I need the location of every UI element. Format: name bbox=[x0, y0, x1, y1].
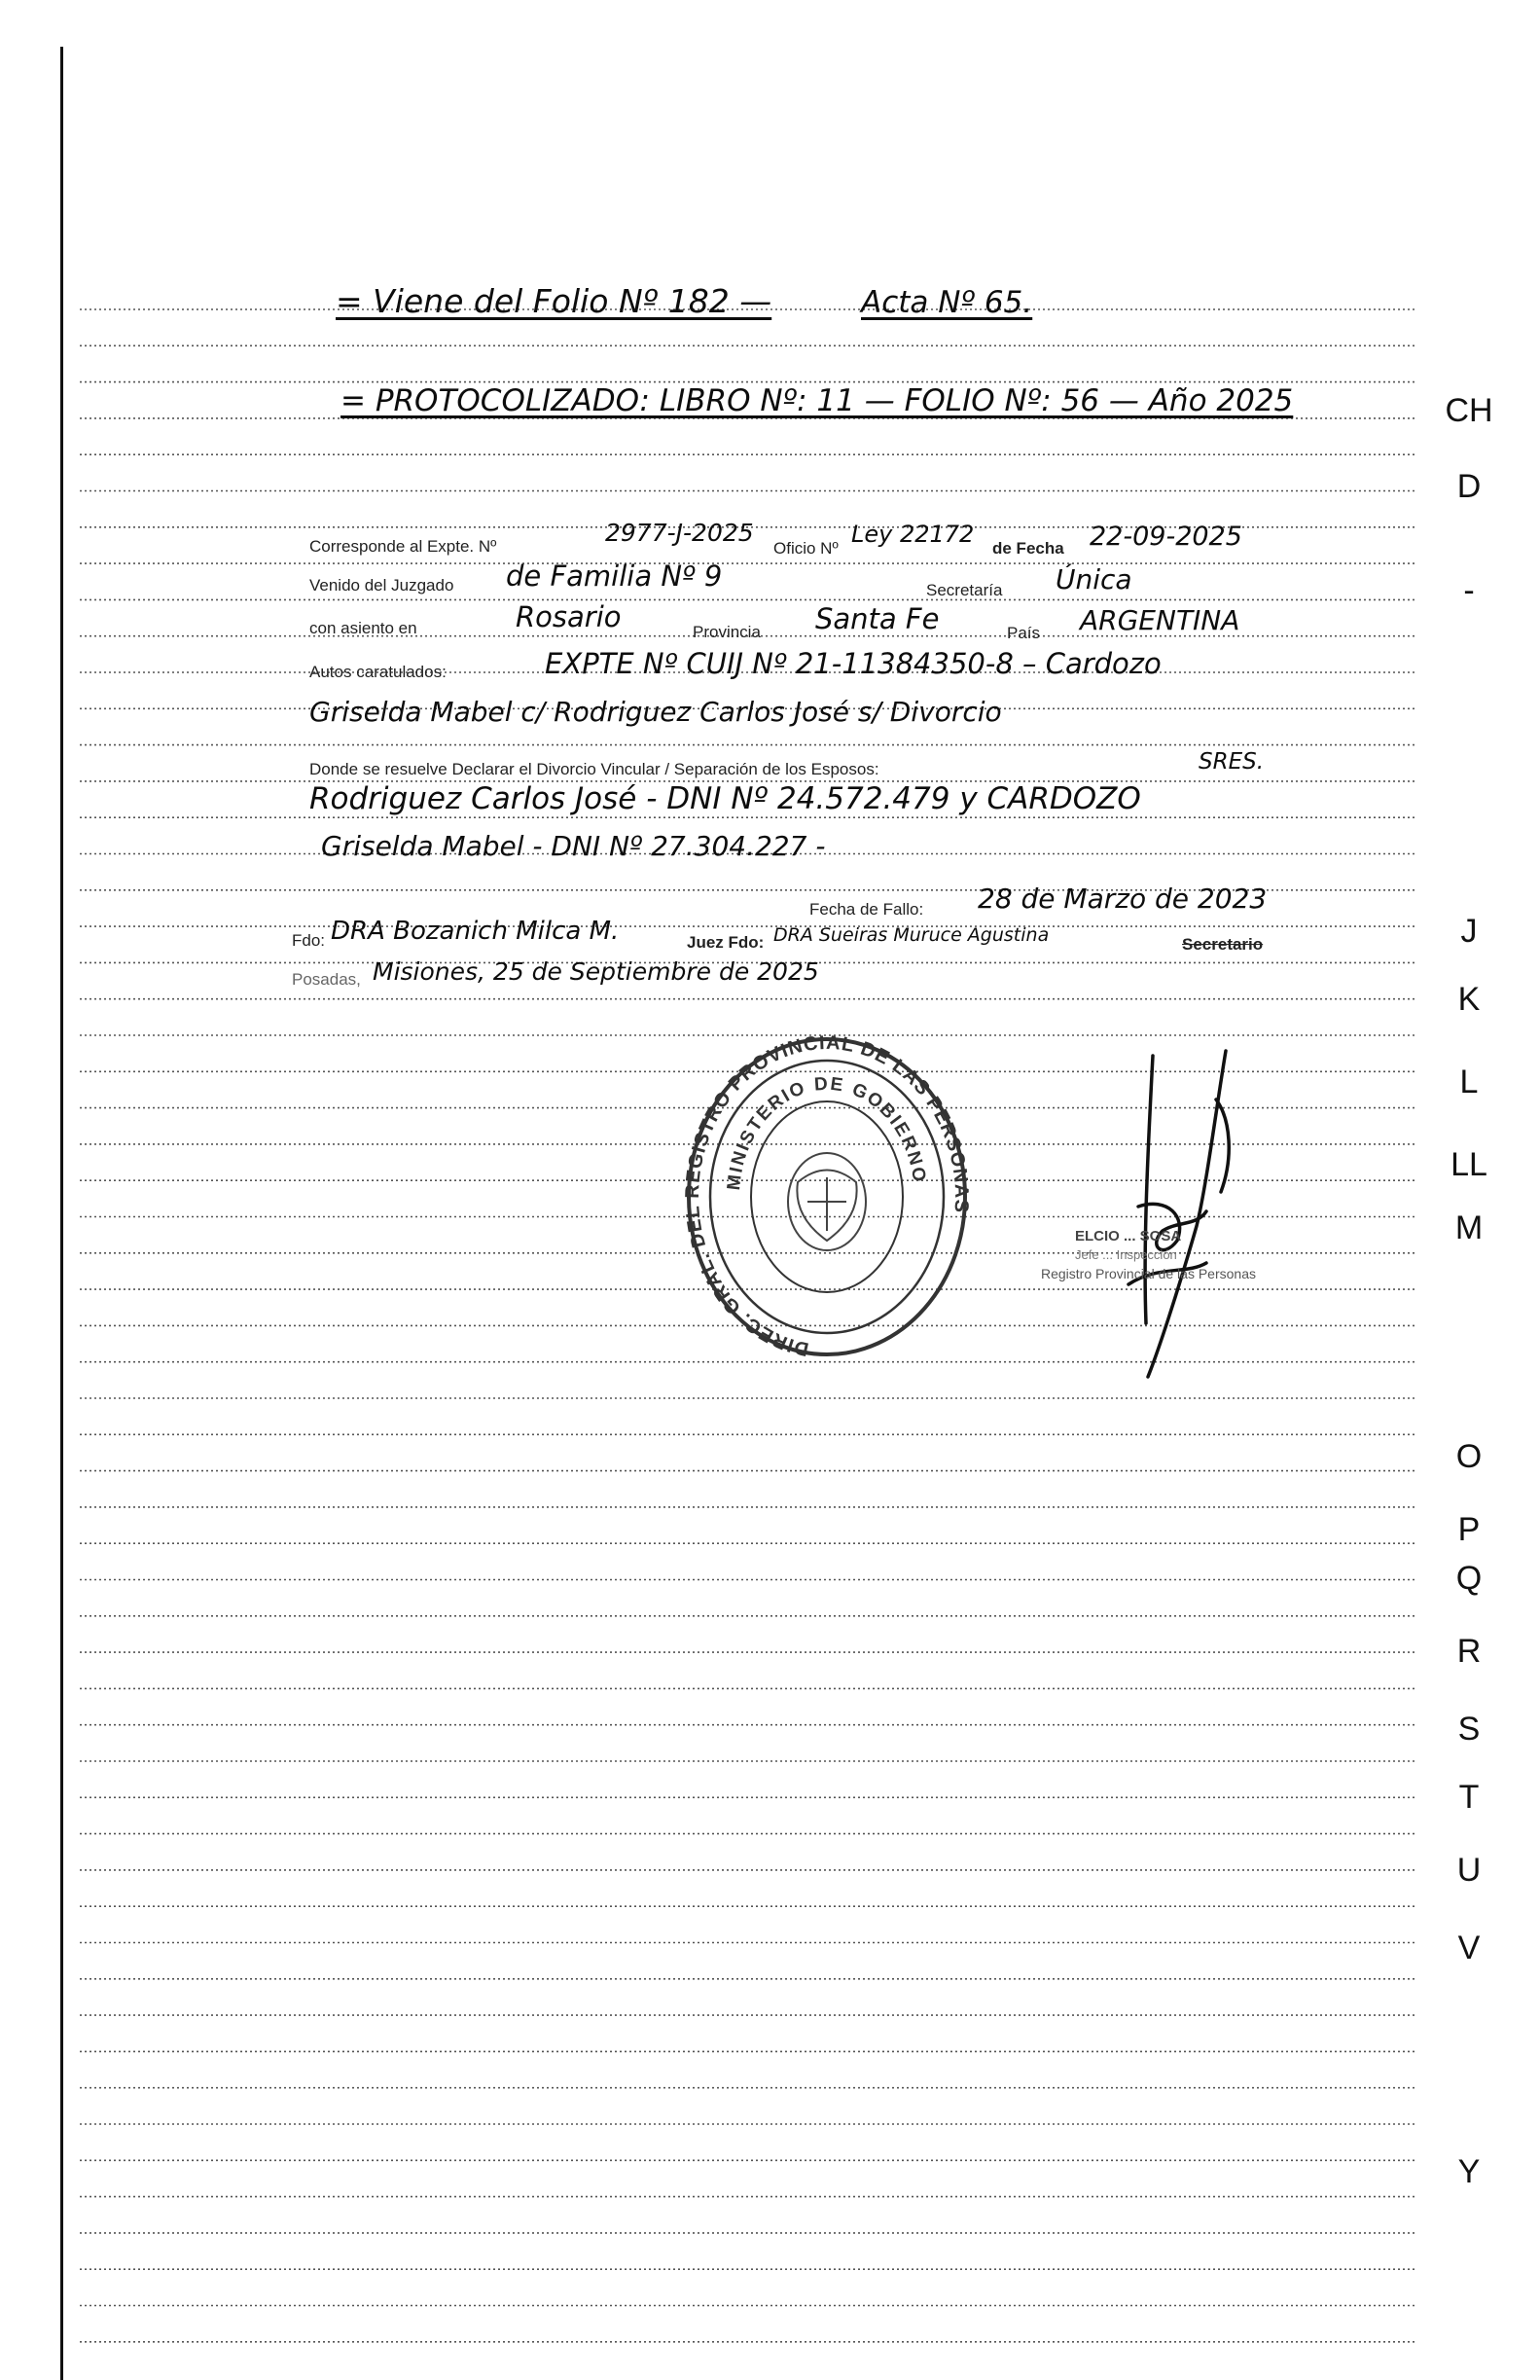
lugar-label: Posadas, bbox=[292, 970, 361, 989]
stamp-outer-text: DIREC. GRAL. DEL REGISTRO PROVINCIAL DE LAS PERSONAS bbox=[681, 1031, 973, 1360]
index-letter: T bbox=[1458, 1779, 1480, 1816]
autos-label: Autos caratulados: bbox=[309, 663, 447, 681]
ciudad-value: Rosario bbox=[516, 600, 622, 633]
svg-text:MINISTERIO DE GOBIERNO bbox=[724, 1074, 929, 1192]
index-letter: D bbox=[1456, 468, 1482, 505]
oficio-value: Ley 22172 bbox=[851, 521, 975, 548]
venido-label: Venido del Juzgado bbox=[309, 576, 454, 595]
coat-of-arms-icon bbox=[788, 1153, 866, 1250]
signature-line1: Jefe ... Inspección bbox=[1075, 1247, 1177, 1262]
fdo-juez: DRA Bozanich Milca M. bbox=[331, 917, 620, 946]
fecha-value: 22-09-2025 bbox=[1090, 522, 1242, 552]
fdo-label: Fdo: bbox=[292, 931, 326, 950]
signature-line2: Registro Provincial de las Personas bbox=[1041, 1266, 1256, 1281]
esposos-line1: Rodriguez Carlos José - DNI Nº 24.572.479 y CARDOZO bbox=[309, 781, 1141, 816]
index-letter: Q bbox=[1455, 1560, 1483, 1597]
resuelve-label: Donde se resuelve Declarar el Divorcio Vincular / Separación de los Esposos: bbox=[309, 760, 879, 778]
oficio-label: Oficio Nº bbox=[773, 539, 839, 558]
autos-line2: Griselda Mabel c/ Rodriguez Carlos José s/ Divorcio bbox=[309, 696, 1002, 728]
secretaria-suffix: Secretario bbox=[1182, 935, 1264, 954]
index-letter: - bbox=[1463, 572, 1475, 609]
index-letter: U bbox=[1456, 1852, 1482, 1889]
fdo-secretaria: DRA Sueiras Muruce Agustina bbox=[773, 924, 1050, 946]
margin-line bbox=[60, 47, 63, 2380]
fecha-fallo-label: Fecha de Fallo: bbox=[809, 900, 924, 919]
fecha-label: de Fecha bbox=[992, 539, 1064, 558]
index-letter: Y bbox=[1457, 2153, 1481, 2190]
acta-number: Acta Nº 65. bbox=[861, 285, 1033, 320]
corresponde-label: Corresponde al Expte. Nº bbox=[309, 537, 497, 556]
index-letter: R bbox=[1456, 1633, 1482, 1670]
index-letter: CH bbox=[1445, 392, 1493, 429]
handwritten-signature bbox=[1070, 1031, 1323, 1391]
provincia-label: Provincia bbox=[693, 623, 761, 641]
juzgado-value: de Familia Nº 9 bbox=[506, 559, 723, 593]
index-letter: V bbox=[1457, 1929, 1481, 1966]
secretaria-label: Secretaría bbox=[926, 581, 1003, 599]
index-letter: O bbox=[1455, 1438, 1483, 1475]
stamp-inner-text: MINISTERIO DE GOBIERNO bbox=[723, 1073, 930, 1192]
provincia-value: Santa Fe bbox=[815, 602, 940, 635]
viene-del-folio: = Viene del Folio Nº 182 — bbox=[336, 282, 772, 320]
index-letter: J bbox=[1460, 913, 1478, 950]
pais-label: País bbox=[1007, 624, 1041, 642]
esposos-prefix: SRES. bbox=[1199, 749, 1265, 775]
index-letter: K bbox=[1457, 981, 1481, 1018]
expte-value: 2977-J-2025 bbox=[605, 519, 754, 547]
fecha-fallo-value: 28 de Marzo de 2023 bbox=[978, 883, 1268, 915]
asiento-label: con asiento en bbox=[309, 619, 417, 637]
esposos-line2: Griselda Mabel - DNI Nº 27.304.227 - bbox=[321, 830, 826, 862]
lugar-value: Misiones, 25 de Septiembre de 2025 bbox=[373, 957, 819, 986]
registry-stamp bbox=[681, 1031, 973, 1362]
pais-value: ARGENTINA bbox=[1080, 604, 1240, 636]
juez-label: Juez Fdo: bbox=[687, 933, 765, 952]
secretaria-value: Única bbox=[1056, 563, 1132, 595]
index-letter: S bbox=[1457, 1711, 1481, 1748]
signature-name: ELCIO ... SOSA bbox=[1075, 1228, 1182, 1244]
index-letter: P bbox=[1457, 1511, 1481, 1548]
index-letter: M bbox=[1454, 1209, 1484, 1246]
index-letter: L bbox=[1459, 1064, 1479, 1100]
protocolizado-line: = PROTOCOLIZADO: LIBRO Nº: 11 — FOLIO Nº: 56 — Año 2025 bbox=[340, 383, 1294, 418]
autos-line1: EXPTE Nº CUIJ Nº 21-11384350-8 – Cardozo bbox=[545, 647, 1162, 680]
index-letter: LL bbox=[1450, 1146, 1487, 1183]
